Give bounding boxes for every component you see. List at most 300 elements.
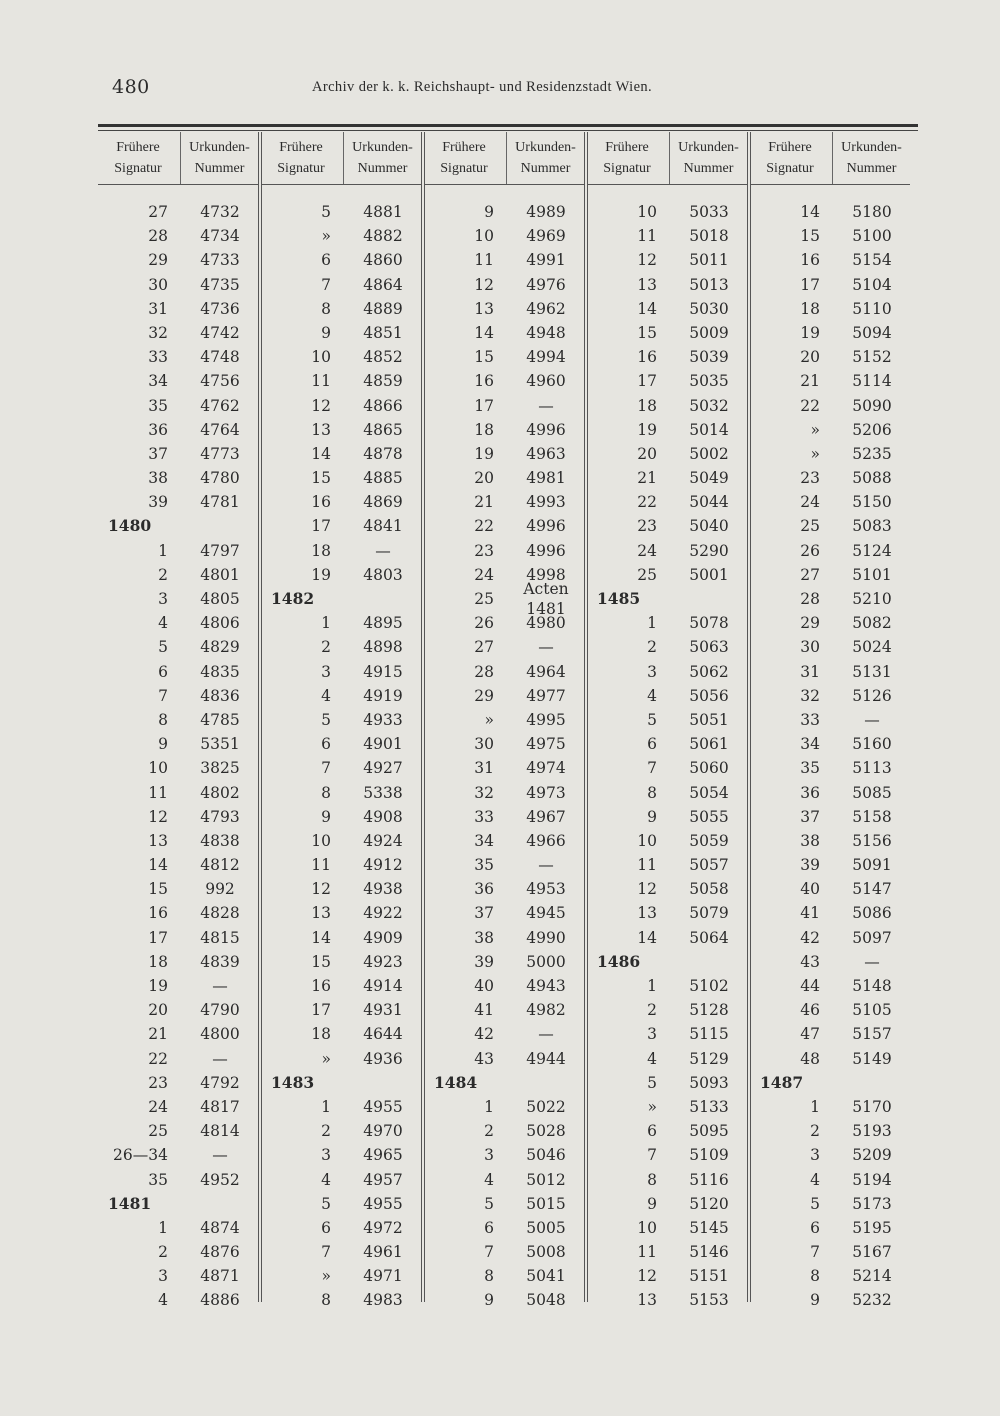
urkunden-nummer: 4964 <box>526 662 566 681</box>
urkunden-nummer: 5093 <box>689 1073 729 1092</box>
urkunden-nummer: 4797 <box>200 541 240 560</box>
table-row <box>587 1264 747 1288</box>
fruehere-signatur: 29 <box>474 686 494 705</box>
urkunden-nummer: 5232 <box>852 1291 892 1310</box>
urkunden-nummer: — <box>538 396 554 415</box>
urkunden-nummer: 4802 <box>200 783 240 802</box>
urkunden-nummer: 5062 <box>689 662 729 681</box>
fruehere-signatur: 24 <box>637 541 657 560</box>
fruehere-signatur: 3 <box>321 1146 331 1165</box>
table-row <box>750 490 910 514</box>
column-group-3 <box>424 132 584 1310</box>
header-sig-line1: Frühere <box>605 140 649 155</box>
fruehere-signatur: 23 <box>637 517 657 536</box>
table-row <box>587 756 747 780</box>
urkunden-nummer: 4908 <box>363 807 403 826</box>
fruehere-signatur: 5 <box>647 1073 657 1092</box>
urkunden-nummer: 4963 <box>526 444 566 463</box>
urkunden-nummer: 5153 <box>689 1291 729 1310</box>
urkunden-nummer: — <box>538 1025 554 1044</box>
table-row <box>98 901 258 925</box>
urkunden-nummer: 4793 <box>200 807 240 826</box>
urkunden-nummer: 4780 <box>200 469 240 488</box>
fruehere-signatur: 10 <box>637 203 657 221</box>
table-row <box>98 1240 258 1264</box>
row-list <box>98 200 258 1313</box>
table-row <box>424 514 584 538</box>
urkunden-nummer: 5113 <box>852 759 892 778</box>
fruehere-signatur: 14 <box>311 444 331 463</box>
fruehere-signatur: » <box>321 227 331 246</box>
fruehere-signatur: 33 <box>800 710 820 729</box>
fruehere-signatur: 33 <box>148 348 168 367</box>
table-row <box>750 1095 910 1119</box>
fruehere-signatur: 9 <box>647 807 657 826</box>
urkunden-nummer: 5040 <box>689 517 729 536</box>
year-row <box>98 514 258 538</box>
urkunden-nummer: 5209 <box>852 1146 892 1165</box>
table-row <box>424 684 584 708</box>
urkunden-nummer: 4866 <box>363 396 403 415</box>
header-urk-line2: Nummer <box>194 161 245 176</box>
fruehere-signatur: 17 <box>474 396 494 415</box>
table-row <box>261 974 421 998</box>
header-rule <box>424 184 584 185</box>
header-fruehere-signatur <box>424 132 504 184</box>
urkunden-nummer: 4806 <box>200 614 240 633</box>
table-row <box>587 1168 747 1192</box>
year-heading: 1481 <box>108 1193 152 1213</box>
table-row <box>98 660 258 684</box>
table-row <box>98 684 258 708</box>
fruehere-signatur: 9 <box>321 807 331 826</box>
fruehere-signatur: 7 <box>321 275 331 294</box>
urkunden-nummer: 4790 <box>200 1001 240 1020</box>
fruehere-signatur: 32 <box>474 783 494 802</box>
fruehere-signatur: 39 <box>148 493 168 512</box>
urkunden-nummer: 5194 <box>852 1170 892 1189</box>
fruehere-signatur: 22 <box>474 517 494 536</box>
row-list <box>587 200 747 1313</box>
urkunden-nummer: 4764 <box>200 420 240 439</box>
urkunden-nummer: 4943 <box>526 977 566 995</box>
fruehere-signatur: 10 <box>637 1218 657 1237</box>
table-row <box>261 708 421 732</box>
table-row <box>587 1288 747 1312</box>
year-row <box>587 950 747 974</box>
fruehere-signatur: » <box>810 444 820 463</box>
urkunden-nummer: 5090 <box>852 396 892 415</box>
fruehere-signatur: 3 <box>647 1025 657 1044</box>
table-row <box>750 611 910 635</box>
fruehere-signatur: 28 <box>474 662 494 681</box>
table-row <box>424 297 584 321</box>
fruehere-signatur: 8 <box>647 1170 657 1189</box>
header-urk-line1: Urkunden- <box>515 140 576 155</box>
table-row <box>587 514 747 538</box>
table-row <box>587 394 747 418</box>
table-row <box>261 829 421 853</box>
table-row <box>750 805 910 829</box>
urkunden-nummer: 4996 <box>526 420 566 439</box>
fruehere-signatur: 26—34 <box>113 1146 168 1165</box>
fruehere-signatur: 12 <box>148 807 168 826</box>
fruehere-signatur: 12 <box>311 880 331 899</box>
table-row <box>98 563 258 587</box>
header-sig-line1: Frühere <box>768 140 812 155</box>
urkunden-nummer: 5351 <box>200 735 240 754</box>
urkunden-nummer: 5085 <box>852 783 892 802</box>
fruehere-signatur: 10 <box>637 831 657 850</box>
table-row <box>587 200 747 224</box>
fruehere-signatur: 25 <box>637 565 657 584</box>
urkunden-nummer: — <box>538 638 554 657</box>
table-row <box>750 1288 910 1312</box>
fruehere-signatur: 24 <box>800 493 820 512</box>
fruehere-signatur: 15 <box>148 880 168 899</box>
fruehere-signatur: 7 <box>647 1146 657 1165</box>
fruehere-signatur: 24 <box>148 1097 168 1116</box>
urkunden-nummer: 4781 <box>200 493 240 512</box>
urkunden-nummer: 5022 <box>526 1097 566 1116</box>
fruehere-signatur: 32 <box>148 323 168 342</box>
urkunden-nummer: 4792 <box>200 1073 240 1092</box>
fruehere-signatur: 19 <box>474 444 494 463</box>
table-row <box>261 1240 421 1264</box>
header-fruehere-signatur <box>750 132 830 184</box>
table-row <box>587 781 747 805</box>
fruehere-signatur: 4 <box>321 1170 331 1189</box>
urkunden-nummer: 5018 <box>689 227 729 246</box>
urkunden-nummer: — <box>375 541 391 560</box>
table-row <box>424 756 584 780</box>
urkunden-nummer: 3825 <box>200 759 240 778</box>
urkunden-nummer: 5061 <box>689 735 729 754</box>
urkunden-nummer: 4952 <box>200 1170 240 1189</box>
table-row <box>750 901 910 925</box>
table-row <box>261 1192 421 1216</box>
table-row <box>424 708 584 732</box>
table-row <box>98 877 258 901</box>
header-urkunden-nummer <box>507 132 584 184</box>
table-row <box>261 539 421 563</box>
fruehere-signatur: 19 <box>800 323 820 342</box>
fruehere-signatur: 27 <box>148 203 168 221</box>
urkunden-nummer: 5060 <box>689 759 729 778</box>
fruehere-signatur: 25 <box>474 590 494 608</box>
fruehere-signatur: 1 <box>321 614 331 633</box>
table-row <box>98 732 258 756</box>
fruehere-signatur: 31 <box>474 759 494 778</box>
urkunden-nummer: 4860 <box>363 251 403 270</box>
table-row <box>261 926 421 950</box>
table-row <box>587 635 747 659</box>
table-row <box>587 563 747 587</box>
urkunden-nummer: 4971 <box>363 1267 403 1286</box>
table-row <box>424 829 584 853</box>
urkunden-nummer: 4874 <box>200 1218 240 1237</box>
urkunden-nummer: 4852 <box>363 348 403 367</box>
urkunden-nummer: 5014 <box>689 420 729 439</box>
fruehere-signatur: 40 <box>800 880 820 899</box>
table-row <box>424 248 584 272</box>
urkunden-nummer: 5150 <box>852 493 892 512</box>
table-row <box>261 224 421 248</box>
table-row <box>261 345 421 369</box>
table-row <box>424 1047 584 1071</box>
fruehere-signatur: 41 <box>474 1001 494 1020</box>
table-row <box>750 1047 910 1071</box>
table-row <box>424 1143 584 1167</box>
fruehere-signatur: 16 <box>311 493 331 512</box>
urkunden-nummer: 4828 <box>200 904 240 923</box>
urkunden-nummer: 4969 <box>526 227 566 246</box>
fruehere-signatur: 10 <box>148 759 168 778</box>
urkunden-nummer: 4864 <box>363 275 403 294</box>
table-row <box>424 660 584 684</box>
urkunden-nummer: 5149 <box>852 1049 892 1068</box>
urkunden-nummer: 5105 <box>852 1001 892 1020</box>
urkunden-nummer: 4869 <box>363 493 403 512</box>
table-row <box>98 1288 258 1312</box>
urkunden-nummer: 5114 <box>852 372 892 391</box>
urkunden-nummer: 5235 <box>852 444 892 463</box>
fruehere-signatur: 13 <box>474 299 494 318</box>
table-row <box>587 853 747 877</box>
urkunden-nummer: 5110 <box>852 299 892 318</box>
table-row <box>587 998 747 1022</box>
table-row <box>750 587 910 611</box>
urkunden-nummer: 5086 <box>852 904 892 923</box>
urkunden-nummer: 5193 <box>852 1122 892 1141</box>
urkunden-nummer: 5002 <box>689 444 729 463</box>
fruehere-signatur: 4 <box>810 1170 820 1189</box>
fruehere-signatur: 6 <box>647 1122 657 1141</box>
header-urk-line1: Urkunden- <box>841 140 902 155</box>
urkunden-nummer: 4881 <box>363 203 403 221</box>
fruehere-signatur: 16 <box>311 977 331 995</box>
urkunden-nummer: 5095 <box>689 1122 729 1141</box>
fruehere-signatur: 2 <box>647 1001 657 1020</box>
table-row <box>261 684 421 708</box>
year-row <box>261 587 421 611</box>
urkunden-nummer: 4815 <box>200 928 240 947</box>
fruehere-signatur: 6 <box>647 735 657 754</box>
fruehere-signatur: 23 <box>800 469 820 488</box>
urkunden-nummer: 4735 <box>200 275 240 294</box>
fruehere-signatur: 17 <box>800 275 820 294</box>
urkunden-nummer: 4762 <box>200 396 240 415</box>
table-row <box>750 345 910 369</box>
table-row <box>587 1095 747 1119</box>
fruehere-signatur: 11 <box>148 783 168 802</box>
urkunden-nummer: 4960 <box>526 372 566 391</box>
table-row <box>424 442 584 466</box>
fruehere-signatur: 23 <box>474 541 494 560</box>
urkunden-nummer: — <box>864 952 880 971</box>
urkunden-nummer: 4838 <box>200 831 240 850</box>
urkunden-nummer: 4981 <box>526 469 566 488</box>
fruehere-signatur: 2 <box>321 1122 331 1141</box>
urkunden-nummer: 4938 <box>363 880 403 899</box>
urkunden-nummer: 5148 <box>852 977 892 995</box>
table-row <box>587 273 747 297</box>
fruehere-signatur: 7 <box>484 1243 494 1262</box>
urkunden-nummer: 5173 <box>852 1194 892 1213</box>
urkunden-nummer: 5059 <box>689 831 729 850</box>
urkunden-nummer: 5005 <box>526 1218 566 1237</box>
urkunden-nummer: 4805 <box>200 590 240 608</box>
fruehere-signatur: 16 <box>800 251 820 270</box>
urkunden-note-year: 1481 <box>526 600 566 618</box>
urkunden-nummer: 5030 <box>689 299 729 318</box>
table-row <box>98 853 258 877</box>
urkunden-nummer: 5128 <box>689 1001 729 1020</box>
fruehere-signatur: 2 <box>158 1243 168 1262</box>
fruehere-signatur: 10 <box>311 348 331 367</box>
table-row <box>261 1022 421 1046</box>
table-row <box>261 805 421 829</box>
header-urk-line2: Nummer <box>683 161 734 176</box>
table-row <box>424 345 584 369</box>
table-row <box>98 974 258 998</box>
table-row <box>750 732 910 756</box>
table-row <box>750 1264 910 1288</box>
table-row <box>98 248 258 272</box>
urkunden-nummer: 4980 <box>526 614 566 633</box>
fruehere-signatur: 15 <box>311 952 331 971</box>
fruehere-signatur: 21 <box>148 1025 168 1044</box>
urkunden-nummer: 4990 <box>526 928 566 947</box>
table-row <box>587 369 747 393</box>
fruehere-signatur: 4 <box>647 686 657 705</box>
fruehere-signatur: 15 <box>311 469 331 488</box>
fruehere-signatur: 8 <box>484 1267 494 1286</box>
urkunden-nummer: 5083 <box>852 517 892 536</box>
table-row <box>424 1216 584 1240</box>
fruehere-signatur: 11 <box>637 856 657 875</box>
table-row <box>750 273 910 297</box>
urkunden-nummer: 4878 <box>363 444 403 463</box>
year-row <box>98 1192 258 1216</box>
fruehere-signatur: 6 <box>158 662 168 681</box>
header-sig-line2: Signatur <box>114 161 162 176</box>
fruehere-signatur: 14 <box>474 323 494 342</box>
urkunden-nummer: 5147 <box>852 880 892 899</box>
table-row <box>98 805 258 829</box>
urkunden-nummer: 5028 <box>526 1122 566 1141</box>
urkunden-nummer: 5056 <box>689 686 729 705</box>
fruehere-signatur: » <box>321 1267 331 1286</box>
fruehere-signatur: 15 <box>474 348 494 367</box>
urkunden-nummer: 5160 <box>852 735 892 754</box>
year-row <box>750 1071 910 1095</box>
fruehere-signatur: 1 <box>647 977 657 995</box>
urkunden-nummer: 4991 <box>526 251 566 270</box>
urkunden-nummer: 4886 <box>200 1291 240 1310</box>
table-row <box>98 1071 258 1095</box>
table-row <box>587 466 747 490</box>
urkunden-nummer: 4967 <box>526 807 566 826</box>
header-rule <box>98 184 258 185</box>
table-row <box>98 539 258 563</box>
table-row <box>98 418 258 442</box>
urkunden-nummer: 5154 <box>852 251 892 270</box>
urkunden-nummer: 5116 <box>689 1170 729 1189</box>
fruehere-signatur: 48 <box>800 1049 820 1068</box>
table-row <box>587 877 747 901</box>
table-row <box>750 321 910 345</box>
fruehere-signatur: 1 <box>321 1097 331 1116</box>
table-row <box>98 273 258 297</box>
fruehere-signatur: 44 <box>800 977 820 995</box>
table-row <box>424 781 584 805</box>
urkunden-nummer: 5338 <box>363 783 403 802</box>
table-row <box>424 321 584 345</box>
urkunden-nummer: 4803 <box>363 565 403 584</box>
fruehere-signatur: 32 <box>800 686 820 705</box>
urkunden-nummer: 4953 <box>526 880 566 899</box>
urkunden-nummer: 4998 <box>526 565 566 584</box>
urkunden-nummer: 4931 <box>363 1001 403 1020</box>
fruehere-signatur: 10 <box>311 831 331 850</box>
table-row <box>587 974 747 998</box>
table-row <box>424 1288 584 1312</box>
table-row <box>587 1216 747 1240</box>
urkunden-nummer: 5048 <box>526 1291 566 1310</box>
urkunden-nummer: 4736 <box>200 299 240 318</box>
fruehere-signatur: 35 <box>148 396 168 415</box>
urkunden-nummer: 5033 <box>689 203 729 221</box>
table-row <box>261 611 421 635</box>
header-sig-line1: Frühere <box>442 140 486 155</box>
year-heading: 1485 <box>597 589 641 608</box>
table-row <box>587 321 747 345</box>
urkunden-nummer: 5195 <box>852 1218 892 1237</box>
table-row <box>261 321 421 345</box>
fruehere-signatur: 9 <box>158 735 168 754</box>
urkunden-nummer: 5012 <box>526 1170 566 1189</box>
table-row <box>424 539 584 563</box>
urkunden-nummer: 5120 <box>689 1194 729 1213</box>
urkunden-nummer: 5088 <box>852 469 892 488</box>
row-list <box>424 200 584 1313</box>
fruehere-signatur: 11 <box>637 227 657 246</box>
table-row <box>98 611 258 635</box>
table-row <box>750 781 910 805</box>
fruehere-signatur: 37 <box>148 444 168 463</box>
table-row <box>587 442 747 466</box>
fruehere-signatur: 1 <box>158 1218 168 1237</box>
table-row <box>98 224 258 248</box>
urkunden-nummer: 5290 <box>689 541 729 560</box>
table-row <box>261 200 421 224</box>
table-row <box>424 877 584 901</box>
header-rule <box>750 184 910 185</box>
urkunden-nummer: 4927 <box>363 759 403 778</box>
urkunden-nummer: 5094 <box>852 323 892 342</box>
fruehere-signatur: 9 <box>810 1291 820 1310</box>
table-row <box>750 829 910 853</box>
fruehere-signatur: 6 <box>484 1218 494 1237</box>
urkunden-nummer: 5157 <box>852 1025 892 1044</box>
urkunden-nummer: 5000 <box>526 952 566 971</box>
fruehere-signatur: 18 <box>311 541 331 560</box>
urkunden-nummer: 4948 <box>526 323 566 342</box>
table-row <box>750 1119 910 1143</box>
fruehere-signatur: 8 <box>158 710 168 729</box>
table-row <box>587 660 747 684</box>
